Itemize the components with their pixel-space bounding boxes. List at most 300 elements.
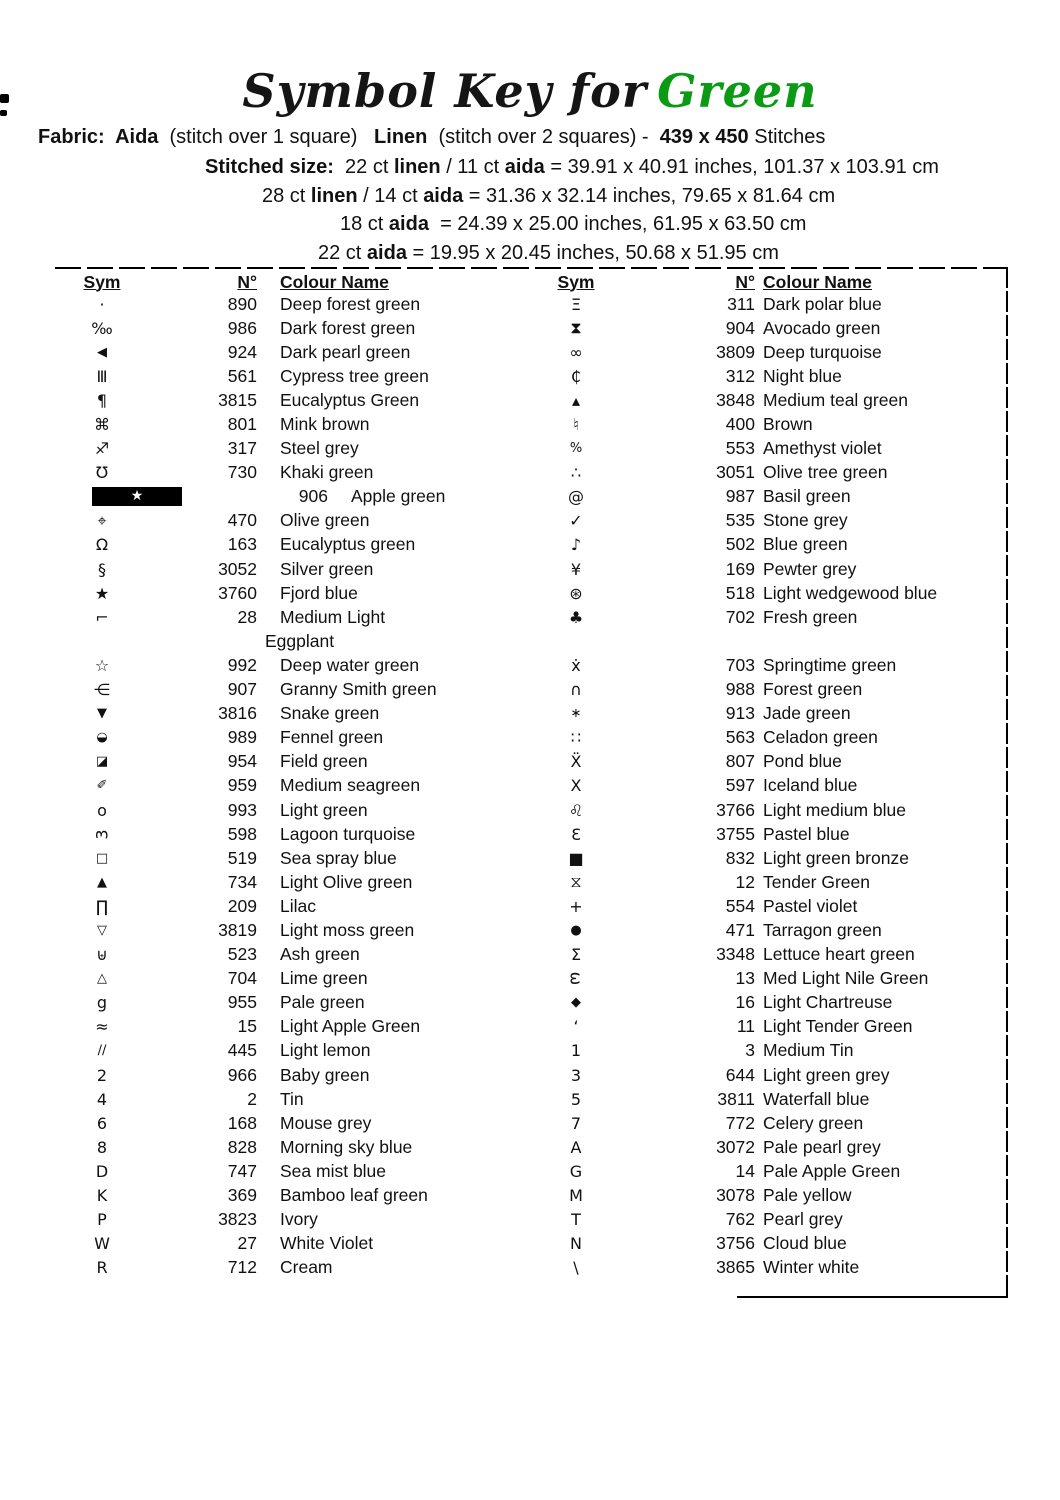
number-cell: 828 — [227, 1136, 257, 1157]
symbol-cell: M — [569, 1186, 583, 1206]
table-row — [57, 557, 542, 581]
table-row — [545, 894, 1005, 918]
colour-name-cell: Pastel violet — [763, 895, 858, 916]
colour-name-cell: Field green — [280, 751, 368, 772]
colour-name-cell: Baby green — [280, 1064, 370, 1085]
number-cell: 598 — [227, 823, 257, 844]
symbol-cell: ♌ — [568, 800, 584, 820]
colour-name-cell: White Violet — [280, 1233, 374, 1254]
table-row — [545, 1135, 1005, 1159]
colour-name-cell: Silver green — [280, 558, 374, 579]
symbol-cell: ∴ — [570, 463, 582, 483]
symbol-cell: ● — [570, 922, 582, 938]
colour-name-cell: Avocado green — [763, 317, 881, 338]
symbol-cell: 2 — [96, 1065, 108, 1085]
number-cell: 704 — [227, 968, 257, 989]
number-cell: 3051 — [716, 462, 755, 483]
symbol-cell: W — [94, 1234, 110, 1254]
number-cell: 14 — [735, 1160, 755, 1181]
symbol-cell: ∏ — [95, 896, 109, 916]
table-row — [545, 1159, 1005, 1183]
table-row-continuation — [57, 629, 542, 653]
colour-name-cell: Light Olive green — [280, 871, 413, 892]
symbol-cell: ⧖ — [570, 872, 582, 892]
symbol-cell: K — [96, 1186, 108, 1206]
table-bottom-border — [737, 1296, 1008, 1298]
number-cell: 209 — [227, 895, 257, 916]
symbol-cell: ⌖ — [97, 510, 107, 530]
symbol-cell: ‰ — [91, 318, 113, 338]
table-row — [57, 412, 542, 436]
symbol-cell: ▼ — [97, 706, 107, 722]
table-row — [57, 461, 542, 485]
table-row — [57, 292, 542, 316]
number-cell: 730 — [227, 462, 257, 483]
table-row — [57, 870, 542, 894]
colour-name-cell: Pale yellow — [763, 1185, 852, 1206]
symbol-cell: ẋ — [571, 655, 581, 675]
number-cell: 27 — [237, 1233, 257, 1254]
number-cell: 702 — [725, 606, 755, 627]
colour-name-cell: Granny Smith green — [280, 679, 437, 700]
table-row — [57, 991, 542, 1015]
table-row — [57, 1256, 542, 1280]
colour-name-cell: Light moss green — [280, 919, 415, 940]
symbol-cell: X — [570, 776, 582, 796]
text-run: = 24.39 x 25.00 inches, 61.95 x 63.50 cm — [428, 213, 807, 235]
size-line-text — [334, 156, 939, 178]
colour-name-cell: Light Tender Green — [763, 1016, 913, 1037]
symbol-cell: 3 — [570, 1065, 582, 1085]
number-cell: 400 — [725, 414, 755, 435]
header-sym: Sym — [557, 271, 595, 292]
number-cell: 169 — [725, 558, 755, 579]
symbol-cell: ⌘ — [94, 415, 110, 435]
symbol-cell: ◪ — [95, 754, 109, 770]
number-cell: 3811 — [717, 1088, 755, 1109]
symbol-cell: @ — [568, 487, 584, 507]
colour-name-cell: Jade green — [763, 703, 851, 724]
number-cell: 906 — [298, 486, 328, 507]
number-cell: 986 — [227, 317, 257, 338]
table-row — [57, 1159, 542, 1183]
colour-name-cell: Pastel blue — [763, 823, 850, 844]
symbol-cell: Ʊ — [95, 463, 109, 483]
table-row — [57, 822, 542, 846]
table-row — [57, 798, 542, 822]
table-row — [57, 726, 542, 750]
number-cell: 312 — [725, 365, 755, 386]
colour-name-cell: Celery green — [763, 1112, 864, 1133]
text-run: / 14 ct — [357, 184, 424, 207]
number-cell: 168 — [227, 1112, 257, 1133]
number-cell: 954 — [227, 751, 257, 772]
colour-name-cell: Mouse grey — [280, 1112, 372, 1133]
number-cell: 989 — [227, 727, 257, 748]
colour-name-cell: Khaki green — [280, 462, 374, 483]
colour-name-cell: Light green bronze — [763, 847, 909, 868]
colour-name-cell: Amethyst violet — [763, 438, 882, 459]
number-cell: 734 — [227, 871, 257, 892]
colour-name-cell: Lime green — [280, 968, 368, 989]
symbol-cell: o — [97, 800, 107, 820]
text-run: Fabric: — [38, 126, 116, 148]
number-cell: 966 — [227, 1064, 257, 1085]
table-row — [57, 1111, 542, 1135]
table-row — [545, 1015, 1005, 1039]
colour-name-cell: Sea spray blue — [280, 847, 397, 868]
table-row — [545, 509, 1005, 533]
colour-name-cell: Pale green — [280, 992, 365, 1013]
symbol-cell: ω — [566, 971, 586, 986]
colour-name-cell: Deep forest green — [280, 293, 421, 314]
number-cell: 913 — [725, 703, 755, 724]
text-run: Aida — [115, 126, 159, 148]
number-cell: 3755 — [716, 823, 755, 844]
symbol-cell: △ — [97, 971, 107, 987]
key-table-header — [545, 270, 1005, 294]
number-cell: 3760 — [218, 582, 257, 603]
colour-name-cell: Tender Green — [763, 871, 871, 892]
number-cell: 904 — [725, 317, 755, 338]
symbol-cell: ⧗ — [570, 318, 582, 338]
table-row — [57, 605, 542, 629]
table-row — [57, 340, 542, 364]
table-row — [57, 485, 542, 509]
number-cell: 317 — [227, 438, 257, 459]
table-right-border — [1006, 267, 1008, 1298]
number-cell: 16 — [735, 992, 755, 1013]
symbol-cell: ◀ — [97, 344, 107, 360]
text-run: linen — [310, 184, 358, 207]
table-row — [57, 678, 542, 702]
key-table-header — [57, 270, 542, 294]
symbol-cell: ¥ — [570, 559, 582, 579]
symbol-cell: 5 — [570, 1089, 582, 1109]
symbol-cell: § — [98, 559, 106, 579]
table-row — [57, 1063, 542, 1087]
text-run: (stitch over 1 square) — [158, 126, 375, 148]
symbol-cell: g — [96, 993, 108, 1013]
table-row — [545, 1183, 1005, 1207]
table-row — [545, 846, 1005, 870]
table-row — [57, 581, 542, 605]
number-cell: 502 — [725, 534, 755, 555]
colour-name-cell: Steel grey — [280, 438, 359, 459]
table-row — [545, 1087, 1005, 1111]
symbol-cell: ∗ — [570, 706, 582, 722]
colour-name-cell: Medium seagreen — [280, 775, 421, 796]
colour-name-cell: Eggplant — [265, 630, 335, 651]
number-cell: 3766 — [716, 799, 755, 820]
table-row — [57, 388, 542, 412]
colour-name-cell: Mink brown — [280, 414, 370, 435]
key-rows — [545, 292, 1005, 1280]
text-run: = 19.95 x 20.45 inches, 50.68 x 51.95 cm — [406, 241, 779, 264]
text-run: = 39.91 x 40.91 inches, 101.37 x 103.91 cm — [544, 156, 939, 178]
number-cell: 563 — [725, 727, 755, 748]
number-cell: 924 — [227, 341, 257, 362]
symbol-cell: ◆ — [571, 995, 581, 1011]
number-cell: 3865 — [716, 1257, 755, 1278]
table-row — [545, 967, 1005, 991]
symbol-cell: ★ — [94, 583, 110, 603]
colour-name-cell: Light Chartreuse — [763, 992, 893, 1013]
number-cell: 2 — [247, 1088, 257, 1109]
symbol-cell: ∞ — [569, 342, 583, 362]
table-row — [545, 726, 1005, 750]
symbol-cell: ∷ — [570, 728, 582, 748]
colour-name-cell: Dark pearl green — [280, 341, 411, 362]
symbol-cell: ■ — [568, 848, 584, 868]
symbol-cell: ¶ — [96, 390, 108, 410]
symbol-cell: ♐ — [94, 439, 110, 459]
fabric-line — [38, 126, 825, 149]
stitched-size-block — [0, 156, 939, 270]
colour-name-cell: Olive green — [280, 510, 370, 531]
symbol-cell: Ω — [95, 535, 109, 555]
key-column-right — [545, 270, 1005, 1280]
number-cell: 445 — [227, 1040, 257, 1061]
table-row — [545, 364, 1005, 388]
number-cell: 807 — [725, 751, 755, 772]
symbol-cell: Ξ — [570, 294, 582, 314]
colour-name-cell: Pond blue — [763, 751, 842, 772]
table-row — [57, 967, 542, 991]
table-row — [57, 1208, 542, 1232]
colour-name-cell: Medium Tin — [763, 1040, 854, 1061]
text-run: aida — [423, 184, 464, 207]
number-cell: 11 — [736, 1016, 755, 1037]
number-cell: 3815 — [218, 389, 257, 410]
number-cell: 772 — [725, 1112, 755, 1133]
table-row — [545, 437, 1005, 461]
colour-name-cell: Cloud blue — [763, 1233, 847, 1254]
table-row — [57, 846, 542, 870]
header-sym: Sym — [83, 271, 121, 292]
number-cell: 3823 — [218, 1209, 257, 1230]
table-row — [545, 774, 1005, 798]
colour-name-cell: Brown — [763, 414, 813, 435]
colour-name-cell: Waterfall blue — [763, 1088, 870, 1109]
symbol-cell: Ⅲ — [96, 366, 108, 386]
table-row — [57, 1015, 542, 1039]
key-column-left — [57, 270, 542, 1280]
text-run: 28 ct — [262, 184, 311, 207]
table-row — [545, 653, 1005, 677]
number-cell: 3848 — [716, 389, 755, 410]
symbol-cell: % — [569, 441, 583, 457]
colour-name-cell: Olive tree green — [763, 462, 888, 483]
colour-name-cell: Fresh green — [763, 606, 858, 627]
table-row — [57, 1087, 542, 1111]
number-cell: 832 — [725, 847, 755, 868]
colour-name-cell: Bamboo leaf green — [280, 1185, 428, 1206]
symbol-cell: ▽ — [97, 922, 107, 938]
table-row — [545, 678, 1005, 702]
colour-name-cell: Springtime green — [763, 654, 897, 675]
symbol-cell: 6 — [96, 1113, 108, 1133]
colour-name-cell: Pewter grey — [763, 558, 857, 579]
number-cell: 523 — [227, 944, 257, 965]
colour-name-cell: Blue green — [763, 534, 848, 555]
colour-name-cell: Iceland blue — [763, 775, 858, 796]
colour-name-cell: Winter white — [763, 1257, 860, 1278]
colour-name-cell: Eucalyptus Green — [280, 389, 420, 410]
table-row — [545, 1063, 1005, 1087]
number-cell: 712 — [227, 1257, 257, 1278]
table-row — [545, 557, 1005, 581]
symbol-cell: ≈ — [95, 1017, 109, 1037]
number-cell: 3052 — [218, 558, 257, 579]
number-cell: 471 — [725, 919, 755, 940]
table-row — [545, 581, 1005, 605]
colour-name-cell: Lettuce heart green — [763, 944, 915, 965]
table-row — [57, 1183, 542, 1207]
colour-name-cell: Pearl grey — [763, 1209, 843, 1230]
symbol-cell: ☆ — [94, 655, 110, 675]
number-cell: 554 — [725, 895, 755, 916]
symbol-cell: ✐ — [96, 778, 108, 794]
table-row — [545, 1039, 1005, 1063]
text-run: 22 ct — [345, 156, 394, 178]
number-cell: 907 — [227, 679, 257, 700]
number-cell: 992 — [227, 654, 257, 675]
text-run: / 11 ct — [440, 156, 505, 178]
text-run: Linen — [374, 126, 428, 148]
colour-name-cell: Light wedgewood blue — [763, 582, 938, 603]
table-row — [545, 1232, 1005, 1256]
page-title-highlight: Green — [657, 64, 818, 118]
symbol-cell: ⊎ — [96, 945, 108, 965]
table-row — [57, 316, 542, 340]
symbol-cell: N — [570, 1234, 582, 1254]
colour-name-cell: Eucalyptus green — [280, 534, 416, 555]
symbol-cell: ◒ — [96, 730, 108, 746]
symbol-cell: Σ — [570, 945, 582, 965]
number-cell: 561 — [227, 365, 257, 386]
number-cell: 3816 — [218, 703, 257, 724]
colour-name-cell: Dark polar blue — [763, 293, 882, 314]
colour-name-cell: Ivory — [280, 1209, 318, 1230]
colour-name-cell: Night blue — [763, 365, 842, 386]
table-row — [57, 533, 542, 557]
colour-name-cell: Light lemon — [280, 1040, 371, 1061]
table-row — [545, 340, 1005, 364]
colour-name-cell: Lilac — [280, 895, 316, 916]
table-row — [57, 943, 542, 967]
table-row — [57, 750, 542, 774]
table-top-border — [55, 267, 1007, 269]
number-cell: 762 — [725, 1209, 755, 1230]
number-cell: 535 — [725, 510, 755, 531]
symbol-cell: ▴ — [571, 390, 581, 410]
table-row — [545, 991, 1005, 1015]
table-row — [545, 1111, 1005, 1135]
colour-name-cell: Light medium blue — [763, 799, 906, 820]
stitched-size-line — [262, 185, 939, 214]
colour-name-cell: Lagoon turquoise — [280, 823, 416, 844]
table-row — [57, 1232, 542, 1256]
table-row — [57, 774, 542, 798]
text-run: 22 ct — [318, 241, 367, 264]
number-cell: 3819 — [218, 919, 257, 940]
number-cell: 3072 — [716, 1136, 755, 1157]
table-row — [57, 653, 542, 677]
colour-name-cell: Apple green — [351, 486, 446, 507]
stitched-size-label: Stitched size: — [205, 156, 334, 178]
table-row — [545, 1208, 1005, 1232]
colour-name-cell: Pale pearl grey — [763, 1136, 881, 1157]
page-title — [0, 64, 1060, 118]
symbol-cell: G — [569, 1161, 583, 1181]
colour-name-cell: Pale Apple Green — [763, 1160, 901, 1181]
number-cell: 3078 — [716, 1185, 755, 1206]
symbol-cell: T — [571, 1210, 581, 1230]
table-row — [545, 316, 1005, 340]
symbol-cell: ★ — [92, 487, 182, 506]
number-cell: 890 — [227, 293, 257, 314]
number-cell: 13 — [735, 968, 755, 989]
colour-name-cell: Sea mist blue — [280, 1160, 387, 1181]
number-cell: 597 — [725, 775, 755, 796]
text-run: = 31.36 x 32.14 inches, 79.65 x 81.64 cm — [463, 184, 836, 207]
text-run: Stitches — [748, 126, 826, 148]
symbol-cell: ♮ — [573, 415, 579, 435]
table-row — [545, 388, 1005, 412]
symbol-cell: R — [96, 1258, 108, 1278]
table-row — [57, 364, 542, 388]
symbol-cell: 7 — [570, 1113, 582, 1133]
table-row — [545, 605, 1005, 629]
symbol-cell: D — [95, 1161, 109, 1181]
table-row — [57, 894, 542, 918]
colour-name-cell: Stone grey — [763, 510, 848, 531]
colour-name-cell: Medium teal green — [763, 389, 908, 410]
number-cell: 987 — [725, 486, 755, 507]
symbol-cell: ∕∕ — [97, 1043, 107, 1059]
stitched-size-line — [205, 156, 939, 185]
symbol-cell: ₵ — [570, 366, 582, 386]
header-number: N° — [237, 271, 257, 292]
colour-name-cell: Deep water green — [280, 654, 420, 675]
table-row — [545, 533, 1005, 557]
text-run: linen — [393, 156, 441, 178]
table-row — [545, 822, 1005, 846]
colour-name-cell: Morning sky blue — [280, 1136, 413, 1157]
symbol-cell: A — [570, 1137, 582, 1157]
number-cell: 519 — [227, 847, 257, 868]
table-row — [545, 750, 1005, 774]
symbol-cell: □ — [95, 850, 109, 866]
symbol-cell: ♣ — [568, 607, 584, 627]
symbol-cell: · — [99, 294, 105, 314]
number-cell: 988 — [725, 679, 755, 700]
number-cell: 15 — [237, 1016, 257, 1037]
colour-name-cell: Light green grey — [763, 1064, 890, 1085]
colour-name-cell: Light Apple Green — [280, 1016, 421, 1037]
colour-name-cell: Light green — [280, 799, 368, 820]
number-cell: 369 — [227, 1185, 257, 1206]
symbol-cell: 8 — [96, 1137, 108, 1157]
symbol-cell: \ — [573, 1258, 579, 1278]
number-cell: 28 — [237, 606, 257, 627]
header-number: N° — [735, 271, 755, 292]
colour-name-cell: Deep turquoise — [763, 341, 882, 362]
table-row — [57, 918, 542, 942]
header-colour-name: Colour Name — [763, 271, 872, 292]
number-cell: 801 — [227, 414, 257, 435]
